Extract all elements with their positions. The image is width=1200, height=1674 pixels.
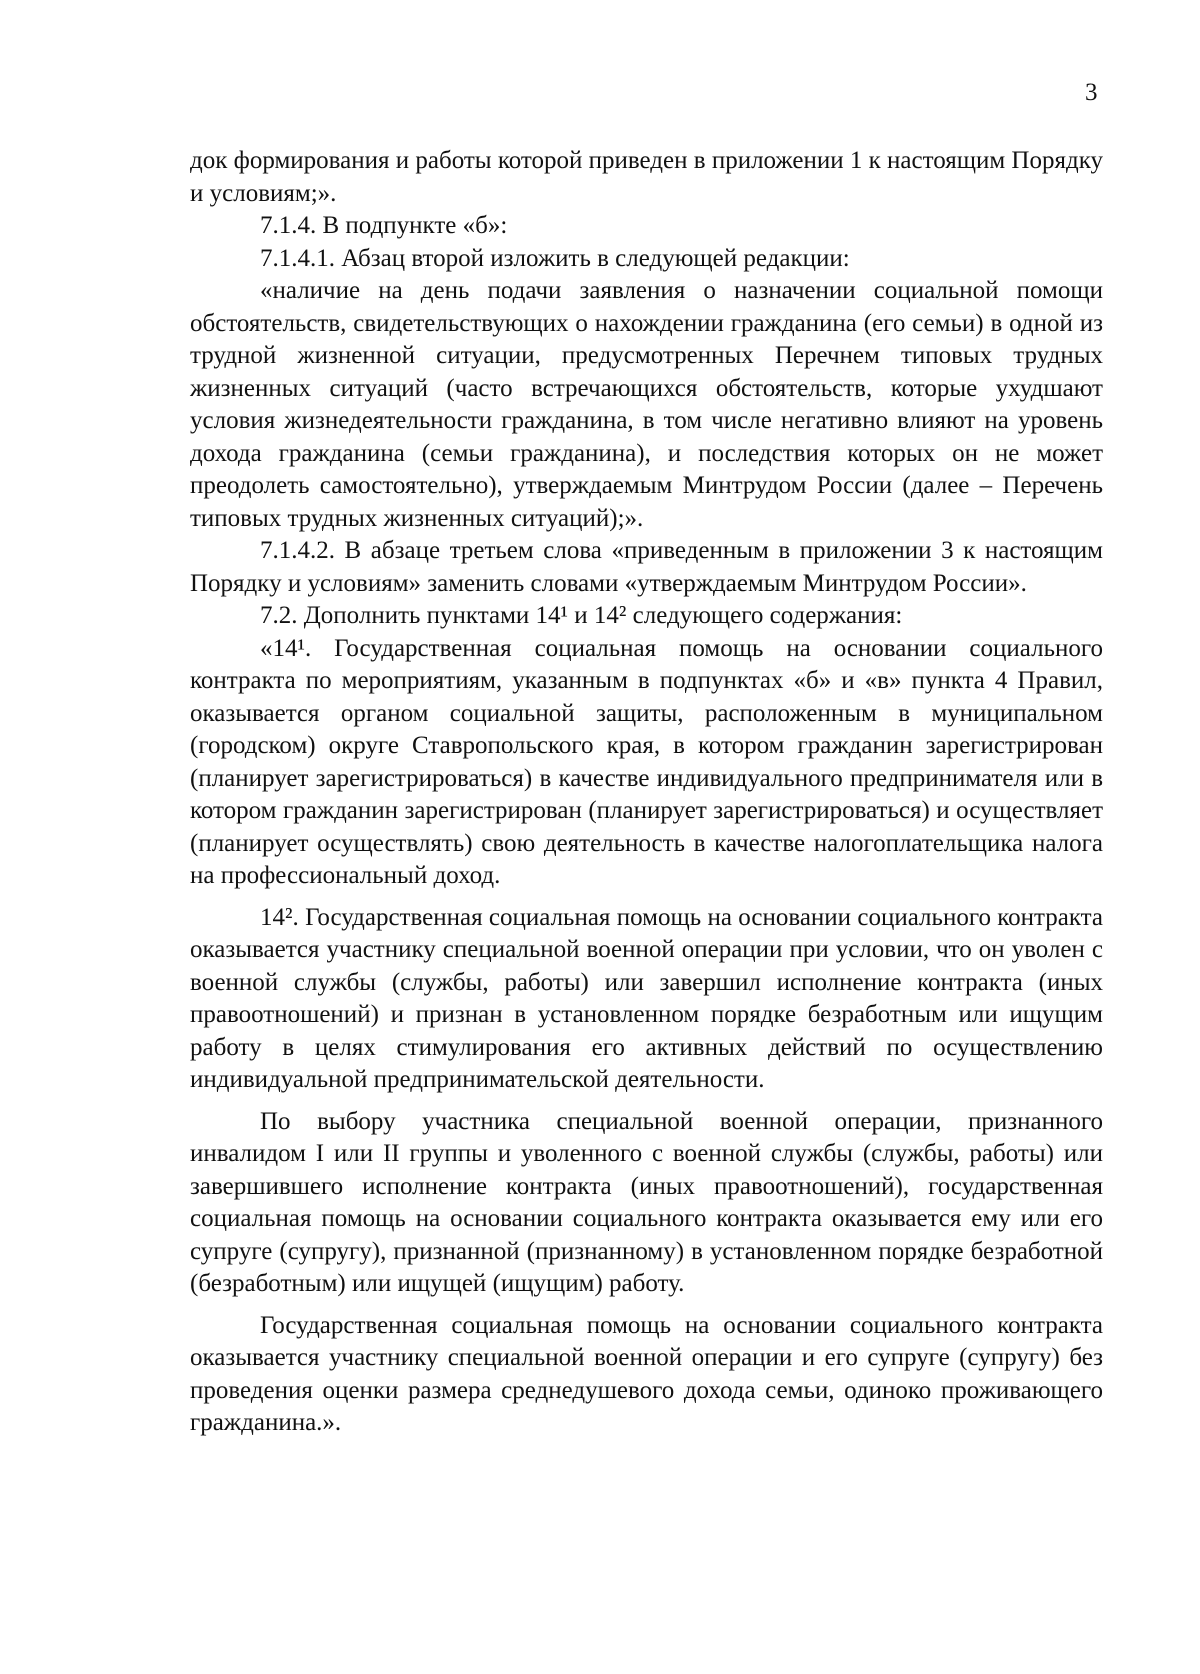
paragraph-7-1-4-2: 7.1.4.2. В абзаце третьем слова «приведенным в приложении 3 к настоящим Порядку и условиям» заменить словами «утверждаемым Минтрудом России». [190, 537, 1103, 597]
paragraph-without-income-assessment: Государственная социальная помощь на основании социального контракта оказывается участнику специальной военной операции и его супруге (супругу) без проведения оценки размера среднедушевого дохода семьи, одиноко проживающего гражданина.». [190, 1311, 1103, 1436]
paragraph-14-2: 14². Государственная социальная помощь на основании социального контракта оказывается участнику специальной военной операции при условии, что он уволен с военной службы (службы, работы) или завершил исполнение контракта (иных правоотношений) и признан в установленном порядке безработным или ищущим работу в целях стимулирования его активных действий по осуществлению индивидуальной предпринимательской деятельности. [190, 903, 1103, 1093]
page-number: 3 [1085, 79, 1098, 106]
paragraph-continuation: док формирования и работы которой приведен в приложении 1 к настоящим Порядку и условиям;». [190, 147, 1103, 207]
paragraph-7-1-4: 7.1.4. В подпункте «б»: [260, 212, 508, 239]
paragraph-7-1-4-1: 7.1.4.1. Абзац второй изложить в следующей редакции: [260, 244, 850, 272]
paragraph-14-1: «14¹. Государственная социальная помощь на основании социального контракта по мероприятиям, указанным в подпунктах «б» и «в» пункта 4 Правил, оказывается органом социальной защиты, расположенным в муниципальном (городском) округе Ставропольского края, в котором гражданин зарегистрирован (планирует зарегистрироваться) в качестве индивидуального предпринимателя или в котором гражданин зарегистрирован (планирует зарегистрироваться) и осуществляет (планирует осуществлять) свою деятельность в качестве налогоплательщика налога на профессиональный доход. [190, 634, 1103, 889]
paragraph-choice-of-participant: По выбору участника специальной военной операции, признанного инвалидом I или II группы и уволенного с военной службы (службы, работы) или завершившего исполнение контракта (иных правоотношений), государственная социальная помощь на основании социального контракта оказывается ему или его супруге (супругу), признанной (признанному) в установленном порядке безработной (безработным) или ищущей (ищущим) работу. [190, 1107, 1103, 1297]
paragraph-quoted-amendment: «наличие на день подачи заявления о назначении социальной помощи обстоятельств, свидетельствующих о нахождении гражданина (его семьи) в одной из трудной жизненной ситуации, предусмотренных Перечнем типовых трудных жизненных ситуаций (часто встречающихся обстоятельств, которые ухудшают условия жизнедеятельности гражданина, в том числе негативно влияют на уровень дохода гражданина (семьи гражданина), и последствия которых он не может преодолеть самостоятельно), утверждаемым Минтрудом России (далее – Перечень типовых трудных жизненных ситуаций);». [190, 277, 1103, 532]
document-body [190, 145, 1103, 1440]
paragraph-7-2: 7.2. Дополнить пунктами 14¹ и 14² следующего содержания: [260, 602, 903, 629]
